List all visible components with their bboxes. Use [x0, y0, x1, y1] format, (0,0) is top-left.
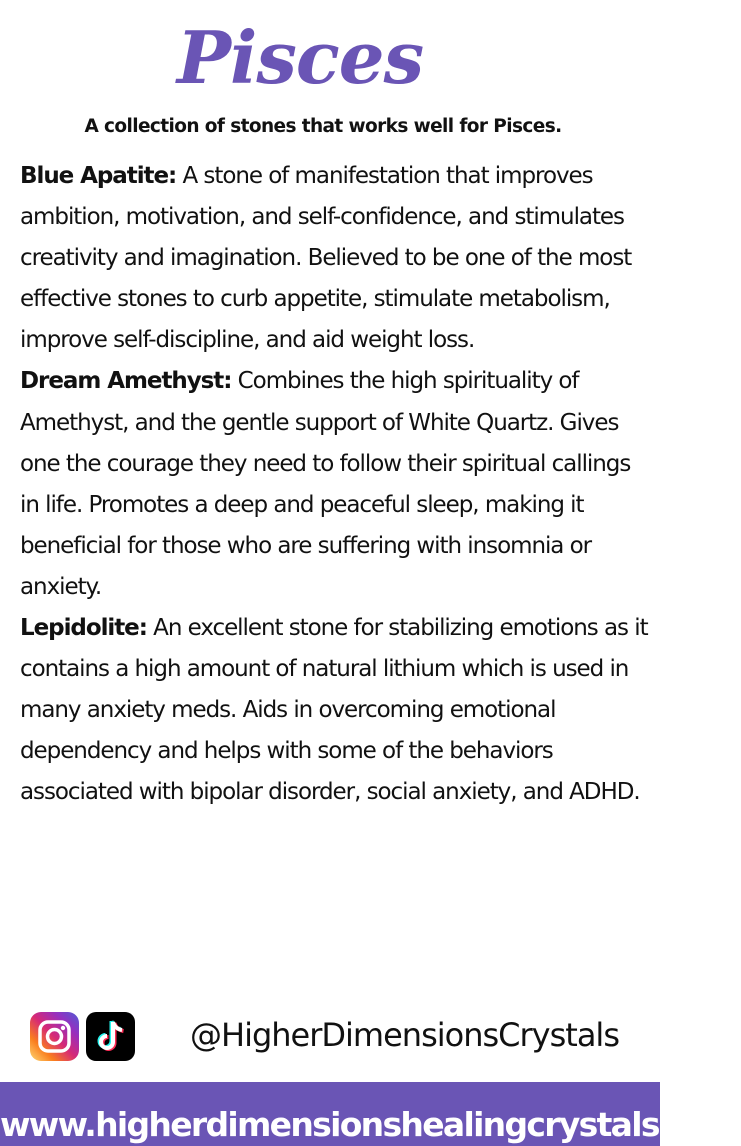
- tiktok-icon[interactable]: [86, 1012, 135, 1061]
- stone-entry-lepidolite: [20, 608, 648, 813]
- stone-description: Combines the high spirituality of Amethyst, and the gentle support of White Quartz. Gives one the courage they need to follow their spiritual callings in life. Promotes a deep and peaceful sleep, making it beneficial for those who are suffering with insomnia or anxiety.: [20, 368, 631, 600]
- stone-description: A stone of manifestation that improves ambition, motivation, and self-confidence, and stimulates creativity and imagination. Believed to be one of the most effective stones to curb appetite, stimulate metabolism, improve self-discipline, and aid weight loss.: [20, 163, 632, 354]
- stone-list: [20, 156, 648, 814]
- stone-entry-blue-apatite: [20, 156, 648, 361]
- footer-bar: [0, 1082, 741, 1146]
- stone-name: Dream Amethyst:: [20, 368, 232, 395]
- page-title: Pisces: [176, 15, 424, 100]
- website-link[interactable]: www.higherdimensionshealingcrystals.com: [0, 1105, 741, 1144]
- page-subtitle: A collection of stones that works well for Pisces.: [84, 116, 562, 137]
- social-handle[interactable]: @HigherDimensionsCrystals: [190, 1016, 619, 1054]
- stone-description: An excellent stone for stabilizing emotions as it contains a high amount of natural lithium which is used in many anxiety meds. Aids in overcoming emotional dependency and helps with some of the behaviors associated with bipolar disorder, social anxiety, and ADHD.: [20, 615, 648, 806]
- instagram-icon[interactable]: [30, 1012, 79, 1061]
- stone-name: Lepidolite:: [20, 615, 147, 642]
- stone-entry-dream-amethyst: [20, 361, 648, 608]
- stone-name: Blue Apatite:: [20, 163, 177, 189]
